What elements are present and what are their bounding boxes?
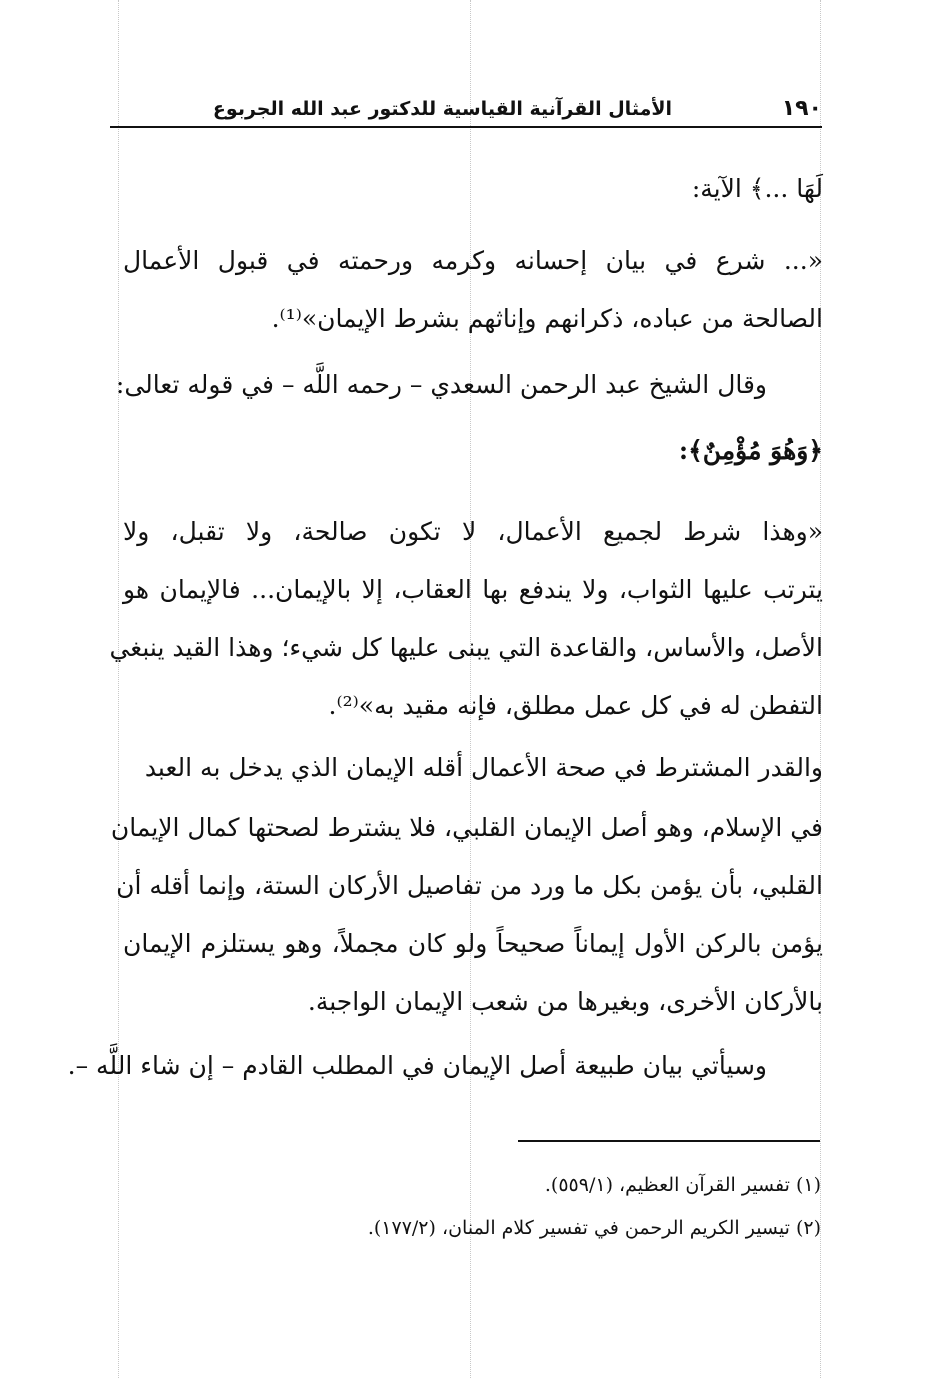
- body-line: يترتب عليها الثواب، ولا يندفع بها العقاب، إلا بالإيمان... فالإيمان هو: [123, 575, 823, 604]
- body-line: «... شرع في بيان إحسانه وكرمه ورحمته في قبول الأعمال: [123, 246, 823, 275]
- footnote-separator: [518, 1140, 820, 1142]
- page-number: ١٩٠: [781, 96, 822, 121]
- body-line: الصالحة من عباده، ذكرانهم وإناثهم بشرط الإيمان»⁽¹⁾.: [271, 304, 823, 333]
- footnote: (١) تفسير القرآن العظيم، (٥٥٩/١).: [544, 1174, 821, 1196]
- body-line: «وهذا شرط لجميع الأعمال، لا تكون صالحة، ولا تقبل، ولا: [123, 517, 823, 546]
- page-header: [110, 92, 822, 128]
- quran-verse: ﴿وَهُوَ مُؤْمِنٌ﴾:: [678, 436, 823, 465]
- scan-dotted-line: [118, 0, 119, 1378]
- body-line: في الإسلام، وهو أصل الإيمان القلبي، فلا يشترط لصحتها كمال الإيمان: [110, 813, 823, 842]
- body-line: وقال الشيخ عبد الرحمن السعدي – رحمه اللَّه – في قوله تعالى:: [115, 370, 767, 399]
- running-title: الأمثال القرآنية القياسية للدكتور عبد الله الجربوع: [212, 98, 672, 120]
- body-line: وسيأتي بيان طبيعة أصل الإيمان في المطلب القادم – إن شاء اللَّه –.: [67, 1051, 767, 1080]
- footnote: (٢) تيسير الكريم الرحمن في تفسير كلام المنان، (١٧٧/٢).: [367, 1217, 821, 1239]
- body-line: الأصل، والأساس، والقاعدة التي يبنى عليها كل شيء؛ وهذا القيد ينبغي: [109, 633, 823, 662]
- body-line: التفطن له في كل عمل مطلق، فإنه مقيد به»⁽²⁾.: [328, 691, 823, 720]
- body-line: بالأركان الأخرى، وبغيرها من شعب الإيمان الواجبة.: [307, 987, 823, 1016]
- body-line: والقدر المشترط في صحة الأعمال أقله الإيمان الذي يدخل به العبد: [144, 753, 823, 782]
- body-line: لَهَا ...﴾ الآية:: [691, 174, 823, 203]
- body-line: القلبي، بأن يؤمن بكل ما ورد من تفاصيل الأركان الستة، وإنما أقله أن: [116, 871, 823, 900]
- body-line: يؤمن بالركن الأول إيماناً صحيحاً ولو كان مجملاً، وهو يستلزم الإيمان: [123, 929, 823, 958]
